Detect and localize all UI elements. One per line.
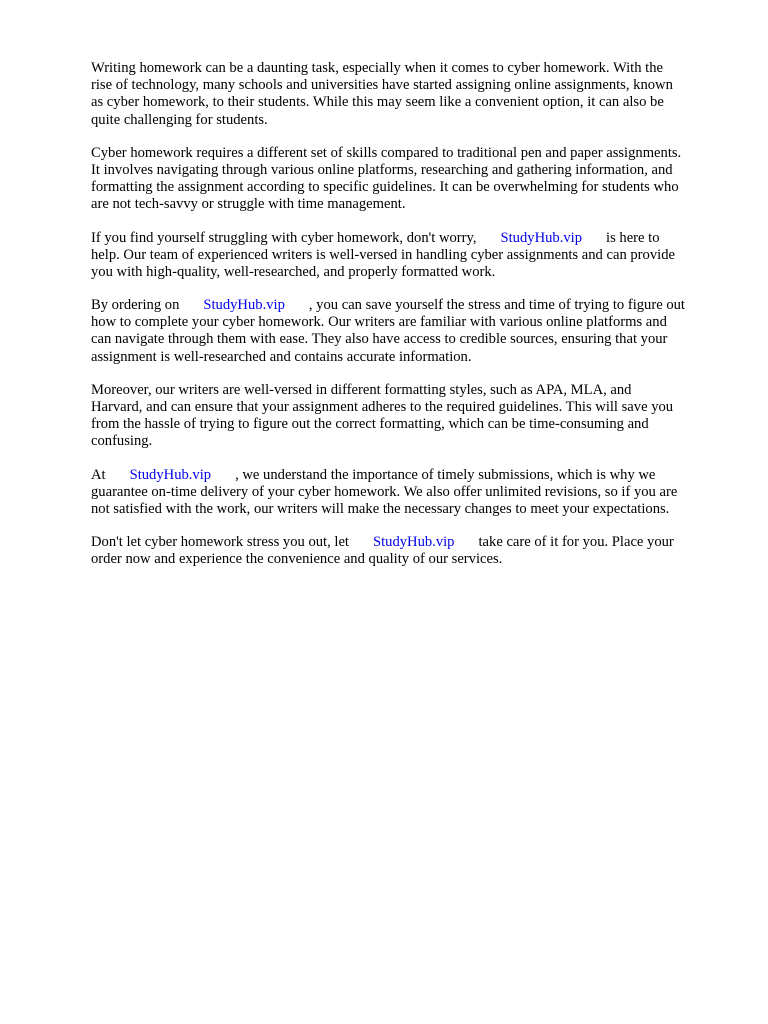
text-line [91, 534, 731, 551]
text-line [91, 297, 731, 314]
paragraph-formatting [91, 382, 731, 451]
text-line: confusing. [91, 433, 153, 450]
text-fragment: is here to [606, 229, 660, 246]
text-line: how to complete your cyber homework. Our writers are familiar with various online platforms and [91, 314, 667, 331]
text-fragment: Don't let cyber homework stress you out, let [91, 534, 349, 551]
text-line: you with high-quality, well-researched, and properly formatted work. [91, 263, 496, 280]
paragraph-ordering [91, 297, 731, 366]
text-line: guarantee on-time delivery of your cyber homework. We also offer unlimited revisions, so if you are [91, 483, 678, 500]
text-line: from the hassle of trying to figure out the correct formatting, which can be time-consuming and [91, 416, 649, 433]
text-fragment: , we understand the importance of timely submissions, which is why we [235, 466, 656, 483]
studyhub-link[interactable]: StudyHub.vip [372, 534, 455, 551]
paragraph-intro [91, 60, 731, 129]
paragraph-struggling [91, 230, 731, 282]
text-line: assignment is well-researched and contains accurate information. [91, 348, 472, 365]
text-line: help. Our team of experienced writers is well-versed in handling cyber assignments and can provide [91, 246, 675, 263]
text-line: It involves navigating through various online platforms, researching and gathering information, and [91, 161, 673, 178]
text-fragment: take care of it for you. Place your [478, 534, 674, 551]
text-fragment: If you find yourself struggling with cyber homework, don't worry, [91, 229, 477, 246]
text-line: as cyber homework, to their students. While this may seem like a convenient option, it can also be [91, 94, 664, 111]
text-line: rise of technology, many schools and universities have started assigning online assignments, known [91, 77, 673, 94]
text-line: Cyber homework requires a different set of skills compared to traditional pen and paper assignments. [91, 144, 682, 161]
text-line: not satisfied with the work, our writers will make the necessary changes to meet your expectations. [91, 500, 670, 517]
studyhub-link[interactable]: StudyHub.vip [500, 229, 583, 246]
text-fragment: By ordering on [91, 297, 180, 314]
text-line [91, 467, 731, 484]
text-line: formatting the assignment according to specific guidelines. It can be overwhelming for students who [91, 179, 679, 196]
text-line: Writing homework can be a daunting task, especially when it comes to cyber homework. With the [91, 60, 664, 76]
text-line [91, 230, 731, 247]
text-line: quite challenging for students. [91, 111, 268, 128]
text-fragment: At [91, 466, 106, 483]
text-line: Moreover, our writers are well-versed in different formatting styles, such as APA, MLA, and [91, 381, 632, 398]
studyhub-link[interactable]: StudyHub.vip [203, 297, 285, 314]
text-line: are not tech-savvy or struggle with time management. [91, 196, 406, 213]
paragraph-timely [91, 467, 731, 519]
studyhub-link[interactable]: StudyHub.vip [129, 466, 212, 483]
text-line: can navigate through them with ease. They also have access to credible sources, ensuring that your [91, 331, 668, 348]
text-line: Harvard, and can ensure that your assignment adheres to the required guidelines. This will save you [91, 399, 674, 415]
paragraph-skills [91, 145, 731, 214]
text-fragment: , you can save yourself the stress and time of trying to figure out [308, 297, 685, 314]
text-line: order now and experience the convenience and quality of our services. [91, 551, 503, 568]
document-page [91, 60, 731, 585]
paragraph-closing [91, 534, 731, 568]
